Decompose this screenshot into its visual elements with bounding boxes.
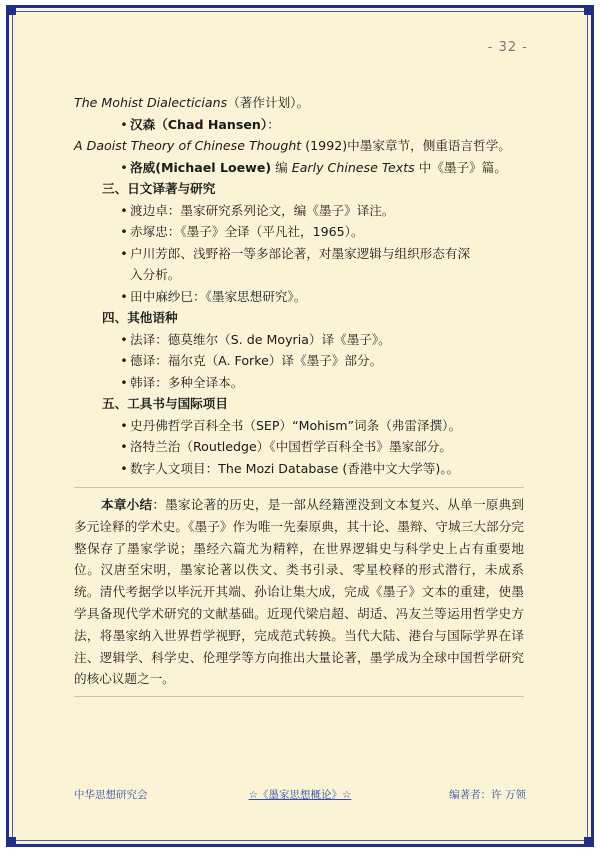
- frame-corner: [9, 837, 16, 844]
- frame-corner: [584, 8, 591, 15]
- section-heading: 五、工具书与国际项目: [102, 396, 228, 411]
- summary-text: ：墨家论著的历史，是一部从经籍湮没到文本复兴、从单一原典到多元诠释的学术史。《墨子》作为唯一先秦原典，其十论、墨辩、守城三大部分完整保存了墨家学说；墨经六篇尤为精粹，在世界逻辑史与科学史上占有重要地位。汉唐至宋明，墨家论著以佚文、类书引录、零星校释的形式潜行，未成系统。清代考据学以毕沅开其端、孙诒让集大成，完成《墨子》文本的重建，使墨学具备现代学术研究的文献基础。近现代梁启超、胡适、冯友兰等运用哲学史方法，将墨家纳入世界哲学视野，完成范式转换。当代大陆、港台与国际学界在译注、逻辑学、科学史、伦理学等方向推出大量论著，墨学成为全球中国哲学研究的核心议题之一。: [74, 497, 525, 687]
- bullet: •: [120, 116, 128, 132]
- list-item: • 赤塚忠：《墨子》全译（平凡社，1965）。: [120, 224, 364, 239]
- divider: [74, 487, 524, 488]
- list-item: • 数字人文项目：The Mozi Database (香港中文大学等)。。: [120, 460, 460, 476]
- bullet: •: [120, 159, 128, 175]
- book-title: A Daoist Theory of Chinese Thought: [74, 138, 302, 153]
- footer-book-title-link[interactable]: ☆《墨家思想概论》☆: [248, 789, 352, 801]
- book-title: The Mohist Dialecticians: [74, 95, 228, 110]
- list-item: • 法译：德莫维尔（S. de Moyria）译《墨子》。: [120, 331, 391, 347]
- list-item: • 德译：福尔克（A. Forke）译《墨子》部分。: [120, 353, 383, 368]
- text-line: A Daoist Theory of Chinese Thought (1992)中墨家章节，侧重语言哲学。: [74, 138, 511, 153]
- section-heading: 四、其他语种: [102, 310, 178, 325]
- list-item: • 田中麻纱巳：《墨家思想研究》。: [120, 288, 307, 304]
- list-item: • 汉森（Chad Hansen）：: [74, 114, 524, 136]
- list-item: • 渡边卓：墨家研究系列论文，编《墨子》译注。: [120, 202, 395, 218]
- list-item-continuation: 入分析。: [130, 267, 181, 282]
- divider: [74, 696, 524, 697]
- summary-label: 本章小结: [101, 497, 153, 512]
- list-item: • 史丹佛哲学百科全书（SEP）“Mohism”词条（弗雷泽撰）。: [120, 417, 462, 433]
- list-item: • 洛特兰治（Routledge）《中国哲学百科全书》墨家部分。: [120, 439, 452, 454]
- book-title: Early Chinese Texts: [291, 159, 415, 175]
- chapter-summary: [74, 494, 524, 690]
- list-item: • 户川芳郎、浅野裕一等多部论著，对墨家逻辑与组织形态有深: [120, 245, 471, 261]
- frame-corner: [9, 8, 16, 15]
- footer-author: 编著者：许 万领: [449, 789, 526, 801]
- author-name: 洛威(Michael Loewe): [130, 159, 272, 175]
- list-item: • 洛威(Michael Loewe) 编 Early Chinese Texts 中《墨子》篇。: [74, 157, 524, 179]
- footer-publisher: 中华思想研究会: [74, 789, 148, 801]
- author-name: 汉森（Chad Hansen）: [130, 116, 268, 132]
- section-heading: 三、日文译著与研究: [102, 181, 216, 196]
- text-line: The Mohist Dialecticians（著作计划）。: [74, 95, 310, 110]
- list-item: • 韩译：多种全译本。: [120, 374, 244, 390]
- document-body: [74, 92, 524, 697]
- page-number: - 32 -: [487, 40, 528, 55]
- frame-corner: [584, 837, 591, 844]
